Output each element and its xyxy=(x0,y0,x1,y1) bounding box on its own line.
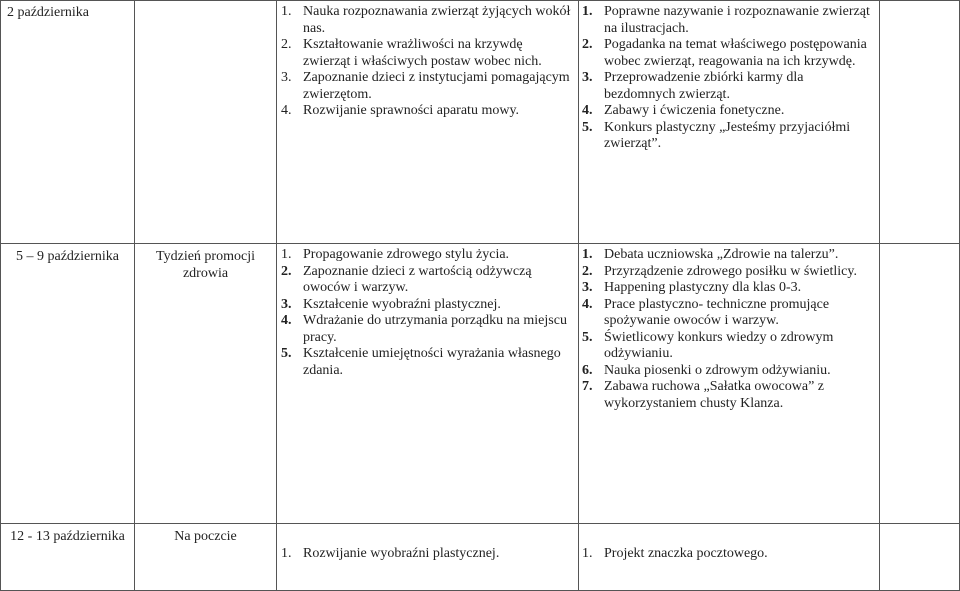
list-item: 5. Konkurs plastyczny „Jesteśmy przyjaciółmi zwierząt”. xyxy=(582,119,851,151)
list-item: 2. Pogadanka na temat właściwego postępowania wobec zwierząt, reagowania na ich krzywdę. xyxy=(582,37,867,69)
list-item: 1. Debata uczniowska „Zdrowie na talerzu”. xyxy=(582,247,839,262)
activities-list xyxy=(582,4,873,153)
extra-cell xyxy=(880,1,960,244)
list-item: 1. Propagowanie zdrowego stylu życia. xyxy=(281,247,510,262)
list-item: 3. Happening plastyczny dla klas 0-3. xyxy=(582,280,802,295)
goals-list xyxy=(281,4,572,120)
table-row xyxy=(1,244,960,524)
list-item: 1. Rozwijanie wyobraźni plastycznej. xyxy=(281,546,500,561)
date-text: 5 – 9 października xyxy=(15,249,119,264)
table-row xyxy=(1,1,960,244)
goals-cell xyxy=(277,244,579,524)
list-item: 3. Przeprowadzenie zbiórki karmy dla bezdomnych zwierząt. xyxy=(582,70,804,102)
activities-list xyxy=(582,247,873,412)
list-item: 5. Kształcenie umiejętności wyrażania własnego zdania. xyxy=(281,346,561,378)
list-item: 2. Przyrządzenie zdrowego posiłku w świetlicy. xyxy=(582,263,857,279)
list-item: 2. Zapoznanie dzieci z wartością odżywczą owoców i warzyw. xyxy=(281,263,532,295)
topic-text: Na poczcie xyxy=(174,529,237,544)
list-item: 2. Kształtowanie wrażliwości na krzywdę zwierząt i właściwych postaw wobec nich. xyxy=(281,37,542,69)
date-cell xyxy=(1,244,135,524)
list-item: 3. Kształcenie wyobraźni plastycznej. xyxy=(281,296,501,312)
topic-cell xyxy=(135,244,277,524)
list-item: 1. Nauka rozpoznawania zwierząt żyjących wokół nas. xyxy=(281,4,571,36)
list-item: 4. Rozwijanie sprawności aparatu mowy. xyxy=(281,103,520,118)
list-item: 6. Nauka piosenki o zdrowym odżywianiu. xyxy=(582,362,831,378)
activities-list xyxy=(582,546,873,563)
topic-cell xyxy=(135,524,277,591)
date-cell xyxy=(1,1,135,244)
list-item: 5. Świetlicowy konkurs wiedzy o zdrowym odżywianiu. xyxy=(582,329,834,361)
activities-cell xyxy=(579,524,880,591)
topic-text: Tydzień promocji zdrowia xyxy=(156,249,255,281)
goals-list xyxy=(281,546,572,563)
list-item: 1. Poprawne nazywanie i rozpoznawanie zwierząt na ilustracjach. xyxy=(582,4,870,36)
date-text: 12 - 13 października xyxy=(10,529,125,544)
list-item: 7. Zabawa ruchowa „Sałatka owocowa” z wykorzystaniem chusty Klanza. xyxy=(582,379,825,411)
extra-cell xyxy=(880,524,960,591)
goals-cell xyxy=(277,524,579,591)
list-item: 4. Prace plastyczno- techniczne promujące spożywanie owoców i warzyw. xyxy=(582,296,830,328)
activities-cell xyxy=(579,1,880,244)
goals-list xyxy=(281,247,572,379)
goals-cell xyxy=(277,1,579,244)
date-text: 2 października xyxy=(7,5,90,20)
activities-cell xyxy=(579,244,880,524)
list-item: 4. Wdrażanie do utrzymania porządku na miejscu pracy. xyxy=(281,313,567,345)
table-row xyxy=(1,524,960,591)
list-item: 4. Zabawy i ćwiczenia fonetyczne. xyxy=(582,103,785,118)
list-item: 3. Zapoznanie dzieci z instytucjami pomagającym zwierzętom. xyxy=(281,70,570,102)
list-item: 1. Projekt znaczka pocztowego. xyxy=(582,546,768,561)
date-cell xyxy=(1,524,135,591)
extra-cell xyxy=(880,244,960,524)
topic-cell xyxy=(135,1,277,244)
